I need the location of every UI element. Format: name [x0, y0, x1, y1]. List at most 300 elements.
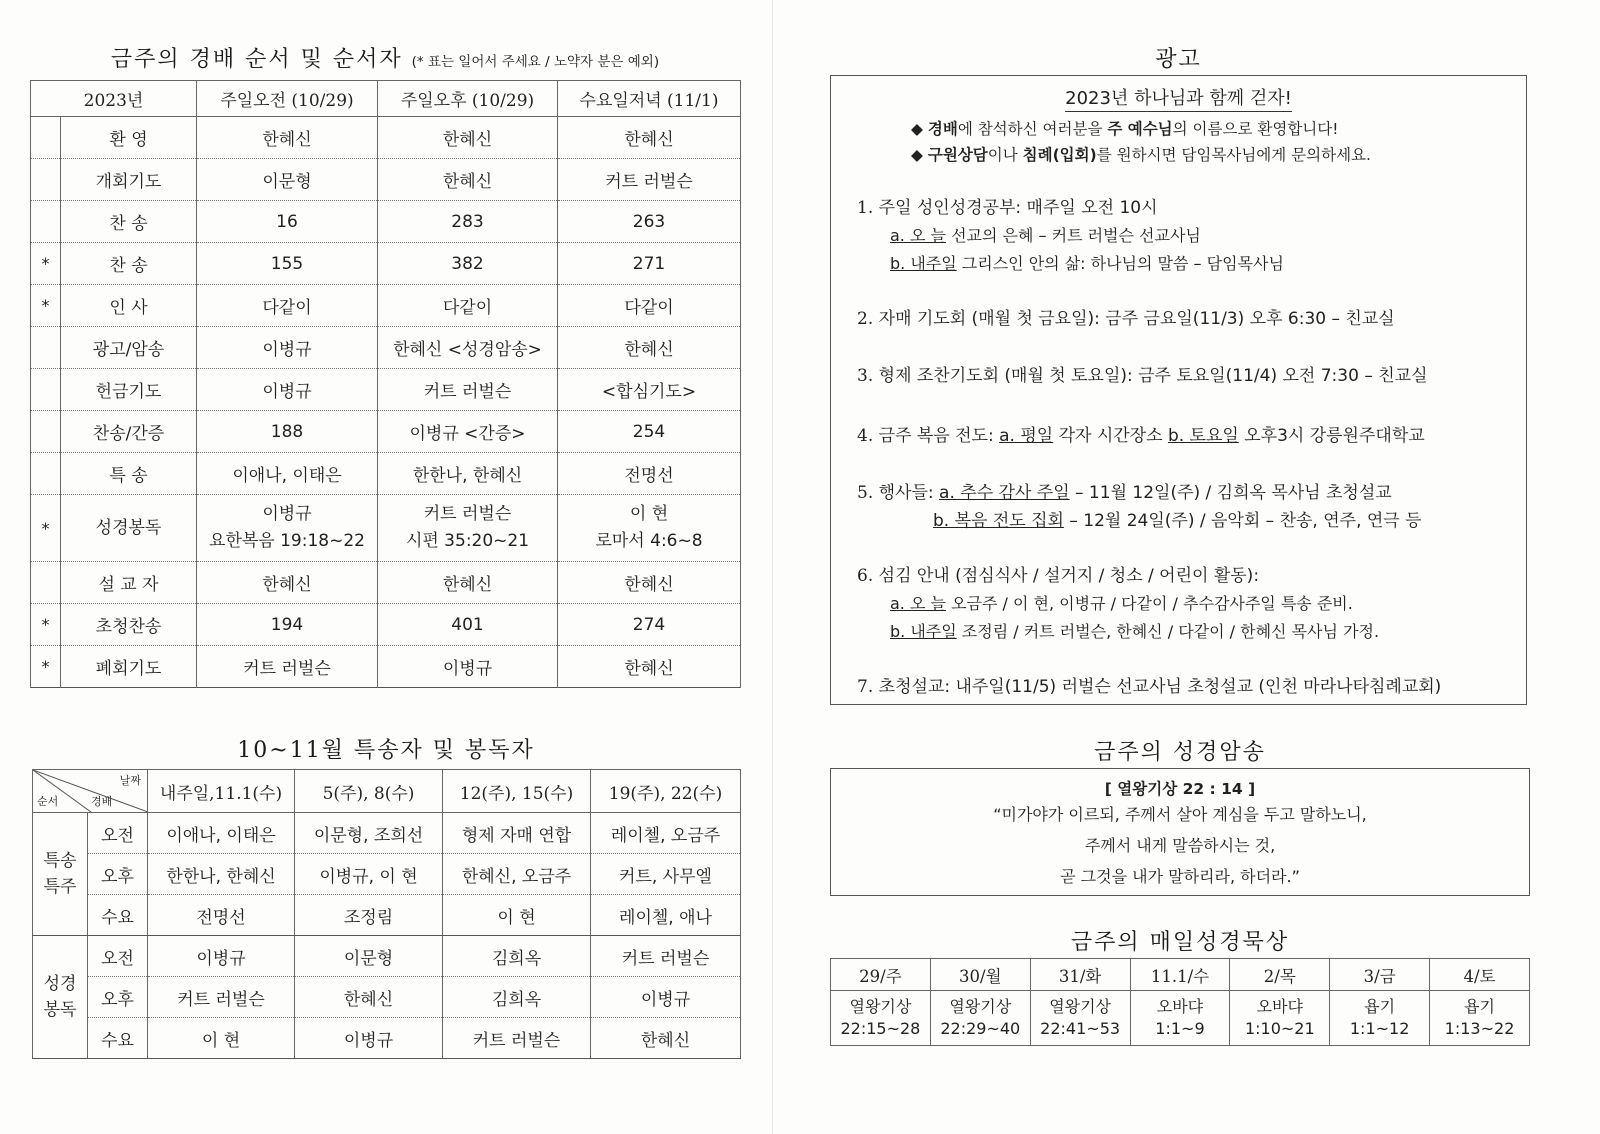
order-item-text: 폐회기도 — [95, 659, 162, 679]
ad-item-5 — [857, 479, 1422, 535]
wednesday-cell — [558, 243, 741, 285]
item-label: 섬김 안내 (점심식사 / 설거지 / 청소 / 어린이 활동): — [878, 566, 1260, 586]
table-row — [33, 895, 741, 936]
order-item-text: 헌금기도 — [95, 382, 162, 402]
item-number: 2. — [857, 309, 874, 329]
sunday-pm-cell — [378, 453, 558, 495]
stand-marker — [31, 495, 61, 562]
corner-header — [33, 770, 148, 813]
announcements-box — [830, 75, 1527, 705]
sunday-am-cell — [197, 562, 378, 604]
stand-marker — [31, 327, 61, 369]
reading-cell — [1430, 991, 1530, 1046]
order-item — [61, 604, 197, 646]
sunday-am-cell-text: 16 — [276, 211, 298, 232]
ad-item-1 — [857, 194, 1284, 278]
special-schedule-table — [32, 769, 741, 1059]
order-item — [61, 646, 197, 688]
header-wednesday: 수요일저녁 (11/1) — [558, 81, 741, 117]
table-header-row — [33, 770, 741, 813]
ad-item-1-sub-b — [857, 250, 1284, 278]
schedule-cell: 이문형, 조희선 — [295, 813, 443, 854]
schedule-cell: 커트 러벌슨 — [443, 1018, 591, 1059]
schedule-cell: 이병규, 이 현 — [295, 854, 443, 895]
item-label: 형제 조찬기도회 (매월 첫 토요일): — [878, 366, 1133, 386]
service-time: 수요 — [88, 895, 148, 936]
sunday-am-cell — [197, 369, 378, 411]
sub-label: b. 토요일 — [1167, 426, 1239, 446]
wednesday-cell — [558, 327, 741, 369]
table-row — [31, 453, 741, 495]
sub-text: 그리스인 안의 삶: 하나님의 말씀 – 담임목사님 — [956, 254, 1284, 273]
order-title-text: 금주의 경배 순서 및 순서자 — [110, 47, 403, 72]
order-item — [61, 327, 197, 369]
wednesday-cell — [558, 604, 741, 646]
table-row — [31, 243, 741, 285]
sunday-am-cell-text: 커트 러벌슨 — [243, 659, 331, 679]
wednesday-cell-text: 커트 러벌슨 — [605, 172, 693, 192]
order-item — [61, 117, 197, 159]
sub-text: 오후3시 강릉원주대학교 — [1238, 426, 1425, 446]
group-label-text: 성경 — [43, 974, 77, 994]
table-row — [31, 117, 741, 159]
ad-item-1-sub-a — [857, 222, 1284, 250]
order-item — [61, 369, 197, 411]
stand-marker — [31, 604, 61, 646]
wednesday-cell-text: 이 현 — [629, 504, 669, 524]
wednesday-cell — [558, 201, 741, 243]
reading-book: 욥기 — [1364, 997, 1396, 1016]
sunday-pm-cell-text: 한한나, 한혜신 — [412, 466, 523, 486]
table-row — [33, 1018, 741, 1059]
order-item — [61, 453, 197, 495]
page-fold-line — [772, 0, 773, 1134]
sunday-am-cell-text: 188 — [270, 421, 304, 442]
sunday-pm-cell — [378, 159, 558, 201]
sunday-am-cell — [197, 117, 378, 159]
reading-cell — [1030, 991, 1130, 1046]
sunday-pm-cell-text: 283 — [451, 211, 484, 232]
ad-item-6-sub-b — [857, 618, 1379, 646]
service-time: 오후 — [88, 854, 148, 895]
item-text: 금주 금요일(11/3) 오후 6:30 – 친교실 — [1099, 309, 1395, 329]
day-header: 30/월 — [930, 959, 1030, 991]
sunday-am-cell — [197, 327, 378, 369]
service-time: 오후 — [88, 977, 148, 1018]
ads-headline — [831, 84, 1526, 110]
stand-marker — [31, 646, 61, 688]
memory-verse-box — [830, 768, 1530, 896]
schedule-cell: 이병규 — [591, 977, 741, 1018]
wednesday-cell-text: 254 — [632, 421, 666, 442]
stand-marker-text: * — [41, 254, 50, 273]
wednesday-cell-text: 263 — [632, 211, 666, 232]
reading-range: 1:13~22 — [1444, 1019, 1515, 1038]
table-row — [33, 977, 741, 1018]
reading-cell — [1330, 991, 1430, 1046]
sub-text: 조정림 / 커트 러벌슨, 한혜신 / 다같이 / 한혜신 목사님 가정. — [956, 622, 1380, 641]
diamond-icon: ◆ — [911, 146, 923, 164]
sunday-pm-cell — [378, 562, 558, 604]
sunday-pm-cell — [378, 495, 558, 562]
sub-label: b. 내주일 — [890, 622, 957, 641]
service-time: 오전 — [88, 813, 148, 854]
sunday-am-cell-text: 194 — [270, 614, 304, 635]
item-number: 1. — [857, 198, 874, 218]
reading-range: 1:1~9 — [1155, 1019, 1205, 1038]
group-label-text: 특송 — [43, 851, 77, 871]
ad-item-6-sub-a — [857, 590, 1379, 618]
sunday-pm-cell-text: 401 — [451, 614, 484, 635]
table-row — [33, 813, 741, 854]
stand-marker — [31, 562, 61, 604]
table-row — [31, 327, 741, 369]
header-sunday-am: 주일오전 (10/29) — [197, 81, 378, 117]
reading-book: 오바댜 — [1256, 997, 1303, 1016]
sunday-pm-cell — [378, 604, 558, 646]
sunday-pm-cell-text: 한혜신 — [442, 130, 493, 150]
wednesday-cell-text: 전명선 — [624, 466, 674, 486]
ad-item-3 — [857, 362, 1428, 390]
sunday-am-cell — [197, 201, 378, 243]
day-header: 11.1/수 — [1130, 959, 1230, 991]
sunday-am-cell — [197, 159, 378, 201]
sunday-pm-cell — [378, 646, 558, 688]
order-item-text: 특 송 — [109, 466, 148, 486]
reading-cell — [831, 991, 931, 1046]
sub-text: 선교의 은혜 – 커트 러벌슨 선교사님 — [945, 226, 1201, 245]
sunday-pm-cell — [378, 369, 558, 411]
sunday-pm-cell — [378, 285, 558, 327]
item-label: 행사들: — [878, 483, 934, 503]
order-item — [61, 243, 197, 285]
stand-marker — [31, 369, 61, 411]
wednesday-cell-text: <합심기도> — [601, 382, 697, 402]
sunday-pm-cell-text: 382 — [451, 253, 484, 274]
wednesday-cell — [558, 285, 741, 327]
table-row — [31, 201, 741, 243]
schedule-cell: 김희옥 — [443, 936, 591, 977]
sub-label: a. 오 늘 — [890, 594, 946, 613]
sunday-am-cell-text: 이애나, 이태은 — [232, 466, 342, 486]
table-header-row — [831, 959, 1530, 991]
table-row — [31, 369, 741, 411]
worship-order-table — [30, 80, 741, 688]
bullet-text: 를 원하시면 담임목사님에게 문의하세요. — [1096, 146, 1371, 164]
item-text: 금주 토요일(11/4) 오전 7:30 – 친교실 — [1132, 366, 1428, 386]
wednesday-cell-text: 다같이 — [624, 298, 674, 318]
order-item — [61, 562, 197, 604]
sunday-am-cell — [197, 243, 378, 285]
order-item — [61, 159, 197, 201]
schedule-cell: 레이첼, 애나 — [591, 895, 741, 936]
sub-label: a. 평일 — [999, 426, 1054, 446]
sunday-am-cell — [197, 453, 378, 495]
wednesday-cell-text: 274 — [632, 614, 666, 635]
reading-cell — [1130, 991, 1230, 1046]
sunday-pm-cell-text: 한혜신 — [442, 575, 493, 595]
order-item-text: 인 사 — [109, 298, 148, 318]
wednesday-cell — [558, 646, 741, 688]
corner-worship-label: 경배 — [91, 795, 113, 808]
schedule-cell: 한혜신 — [295, 977, 443, 1018]
sunday-am-cell-text: 이문형 — [262, 172, 312, 192]
schedule-cell: 레이첼, 오금주 — [591, 813, 741, 854]
schedule-cell: 김희옥 — [443, 977, 591, 1018]
order-item-text: 성경봉독 — [95, 517, 162, 538]
stand-marker-text: * — [41, 615, 50, 634]
service-time: 오전 — [88, 936, 148, 977]
wednesday-cell — [558, 495, 741, 562]
table-row — [31, 495, 741, 562]
order-item-text: 초청찬송 — [95, 617, 162, 637]
wednesday-cell-text: 한혜신 — [624, 130, 674, 150]
reading-range: 22:29~40 — [940, 1019, 1021, 1038]
order-item — [61, 411, 197, 453]
sunday-pm-cell — [378, 243, 558, 285]
group-label — [33, 813, 88, 936]
schedule-cell: 이병규 — [295, 1018, 443, 1059]
wednesday-cell-text: 한혜신 — [624, 659, 674, 679]
bullet-bold: 주 예수님 — [1107, 120, 1173, 138]
day-header: 29/주 — [831, 959, 931, 991]
reading-range: 1:10~21 — [1244, 1019, 1315, 1038]
group-label-text: 봉독 — [43, 1000, 77, 1020]
group-label — [33, 936, 88, 1059]
sub-text: 오금주 / 이 현, 이병규 / 다같이 / 추수감사주일 특송 준비. — [945, 594, 1353, 613]
order-note: (* 표는 일어서 주세요 / 노약자 분은 예외) — [411, 54, 660, 70]
header-year: 2023년 — [31, 81, 197, 117]
schedule-cell: 이 현 — [443, 895, 591, 936]
schedule-cell: 이애나, 이태은 — [148, 813, 295, 854]
ad-item-5-sub-b — [857, 507, 1422, 535]
sunday-pm-cell-text: 이병규 — [442, 659, 493, 679]
schedule-cell: 이문형 — [295, 936, 443, 977]
table-row — [831, 991, 1530, 1046]
bullet-counsel — [911, 142, 1526, 168]
stand-marker — [31, 159, 61, 201]
sub-label: a. 오 늘 — [890, 226, 946, 245]
bullet-text: 에 참석하신 여러분을 — [957, 120, 1108, 138]
ads-headline-text: 2023년 하나님과 함께 걷자! — [1065, 88, 1292, 112]
ads-title: 광고 — [1155, 47, 1202, 72]
sunday-am-cell — [197, 411, 378, 453]
sunday-am-cell — [197, 285, 378, 327]
item-number: 6. — [857, 566, 874, 586]
schedule-cell: 한혜신 — [591, 1018, 741, 1059]
sunday-am-cell-text: 이병규 — [262, 340, 312, 360]
table-row — [33, 936, 741, 977]
ad-item-6 — [857, 562, 1379, 646]
stand-marker-text: * — [41, 296, 50, 315]
ad-item-7 — [857, 673, 1441, 701]
item-number: 4. — [857, 426, 874, 446]
order-item-text: 찬송/간증 — [92, 424, 165, 444]
bullet-welcome — [911, 116, 1526, 142]
sunday-am-cell — [197, 646, 378, 688]
wednesday-cell-text: 271 — [632, 253, 666, 274]
stand-marker — [31, 285, 61, 327]
table-row — [33, 854, 741, 895]
table-row — [31, 604, 741, 646]
verse-line: 주께서 내게 말씀하시는 것, — [1084, 836, 1276, 855]
order-item-text: 찬 송 — [109, 214, 148, 234]
sunday-pm-cell — [378, 327, 558, 369]
stand-marker — [31, 411, 61, 453]
reading-cell — [1230, 991, 1330, 1046]
wednesday-cell — [558, 411, 741, 453]
sub-text: – 11월 12일(주) / 김희옥 목사님 초청설교 — [1069, 483, 1392, 503]
day-header: 31/화 — [1030, 959, 1130, 991]
schedule-cell: 한혜신, 오금주 — [443, 854, 591, 895]
sunday-pm-cell-text: 한혜신 <성경암송> — [393, 340, 542, 360]
order-title — [30, 42, 740, 73]
sunday-pm-cell-text: 다같이 — [442, 298, 493, 318]
order-item-text: 설 교 자 — [98, 575, 159, 595]
ad-item-2 — [857, 305, 1395, 333]
sunday-pm-cell — [378, 117, 558, 159]
verse-line: “미가야가 이르되, 주께서 살아 계심을 두고 말하노니, — [993, 805, 1367, 824]
sunday-pm-cell — [378, 201, 558, 243]
sunday-pm-cell — [378, 411, 558, 453]
item-number: 5. — [857, 483, 874, 503]
sub-text: 각자 시간장소 — [1053, 426, 1168, 446]
ads-bullets — [831, 116, 1526, 168]
order-item-text: 환 영 — [109, 130, 148, 150]
stand-marker — [31, 243, 61, 285]
sub-label: b. 내주일 — [890, 254, 957, 273]
table-row — [31, 646, 741, 688]
wednesday-cell-passage: 로마서 4:6~8 — [595, 531, 703, 551]
wednesday-cell — [558, 159, 741, 201]
table-row — [31, 411, 741, 453]
bullet-text: 이나 — [987, 146, 1023, 164]
sunday-am-cell-text: 다같이 — [262, 298, 312, 318]
bullet-bold: 구원상담 — [927, 146, 988, 164]
stand-marker — [31, 201, 61, 243]
sub-text: – 12월 24일(주) / 음악회 – 찬송, 연주, 연극 등 — [1063, 511, 1422, 531]
sunday-am-cell-text: 155 — [270, 253, 304, 274]
table-row — [31, 285, 741, 327]
ad-item-4 — [857, 422, 1425, 450]
wednesday-cell — [558, 562, 741, 604]
schedule-cell: 이병규 — [148, 936, 295, 977]
item-number: 3. — [857, 366, 874, 386]
schedule-cell: 형제 자매 연합 — [443, 813, 591, 854]
schedule-cell: 한한나, 한혜신 — [148, 854, 295, 895]
stand-marker — [31, 453, 61, 495]
header-week-3: 12(주), 15(수) — [443, 770, 591, 813]
stand-marker — [31, 117, 61, 159]
order-item-text: 광고/암송 — [92, 340, 165, 360]
schedule-cell: 커트 러벌슨 — [148, 977, 295, 1018]
stand-marker-text: * — [41, 518, 50, 538]
item-label: 자매 기도회 (매월 첫 금요일): — [878, 309, 1100, 329]
stand-marker-text: * — [41, 657, 50, 676]
sunday-pm-cell-text: 한혜신 — [442, 172, 493, 192]
schedule-cell: 이 현 — [148, 1018, 295, 1059]
sunday-pm-cell-passage: 시편 35:20~21 — [405, 531, 530, 551]
day-header: 4/토 — [1430, 959, 1530, 991]
wednesday-cell-text: 한혜신 — [624, 575, 674, 595]
reading-book: 열왕기상 — [1049, 997, 1112, 1016]
table-row — [31, 159, 741, 201]
reading-book: 열왕기상 — [849, 997, 912, 1016]
item-label: 주일 성인성경공부: — [878, 198, 1022, 218]
sunday-am-cell — [197, 495, 378, 562]
order-item-text: 찬 송 — [109, 256, 148, 276]
group-label-text: 특주 — [43, 877, 77, 897]
order-item — [61, 201, 197, 243]
item-text: 내주일(11/5) 러벌슨 선교사님 초청설교 (인천 마라나타침례교회) — [950, 677, 1442, 697]
verse-reference: [ 열왕기상 22 : 14 ] — [1104, 780, 1256, 798]
order-item — [61, 285, 197, 327]
schedule-cell: 전명선 — [148, 895, 295, 936]
wednesday-cell-text: 한혜신 — [624, 340, 674, 360]
reading-range: 22:15~28 — [840, 1019, 921, 1038]
day-header: 2/목 — [1230, 959, 1330, 991]
item-label: 금주 복음 전도: — [878, 426, 994, 446]
reading-range: 22:41~53 — [1040, 1019, 1121, 1038]
schedule-cell: 커트, 사무엘 — [591, 854, 741, 895]
table-row — [31, 562, 741, 604]
table-header-row — [31, 81, 741, 117]
item-number: 7. — [857, 677, 874, 697]
order-item — [61, 495, 197, 562]
header-week-2: 5(주), 8(수) — [295, 770, 443, 813]
diamond-icon: ◆ — [911, 120, 923, 138]
corner-order-label: 순서 — [37, 795, 59, 808]
item-text: 매주일 오전 10시 — [1021, 198, 1158, 218]
day-header: 3/금 — [1330, 959, 1430, 991]
sunday-pm-cell-text: 커트 러벌슨 — [423, 382, 512, 402]
sunday-am-cell-text: 이병규 — [262, 382, 312, 402]
reading-cell — [930, 991, 1030, 1046]
reading-book: 열왕기상 — [949, 997, 1012, 1016]
bullet-bold: 경배 — [927, 120, 958, 138]
sunday-pm-cell-text: 커트 러벌슨 — [423, 504, 512, 524]
reading-range: 1:1~12 — [1349, 1019, 1410, 1038]
sub-label: b. 복음 전도 집회 — [933, 511, 1064, 531]
bullet-text: 의 이름으로 환영합니다! — [1172, 120, 1339, 138]
header-sunday-pm: 주일오후 (10/29) — [378, 81, 558, 117]
header-week-1: 내주일,11.1(수) — [148, 770, 295, 813]
wednesday-cell — [558, 369, 741, 411]
reading-book: 오바댜 — [1156, 997, 1204, 1016]
order-item-text: 개회기도 — [95, 172, 162, 192]
corner-date-label: 날짜 — [119, 774, 141, 787]
sunday-am-cell-text: 이병규 — [262, 504, 312, 524]
schedule-cell: 조정림 — [295, 895, 443, 936]
reading-book: 욥기 — [1464, 997, 1495, 1016]
sunday-am-cell-text: 한혜신 — [262, 575, 312, 595]
daily-title: 금주의 매일성경묵상 — [1070, 930, 1290, 955]
daily-reading-table — [830, 958, 1530, 1046]
sunday-pm-cell-text: 이병규 <간증> — [409, 424, 526, 444]
item-label: 초청설교: — [878, 677, 951, 697]
verse-title: 금주의 성경암송 — [1094, 740, 1266, 765]
header-week-4: 19(주), 22(수) — [591, 770, 741, 813]
schedule-cell: 커트 러벌슨 — [591, 936, 741, 977]
wednesday-cell — [558, 117, 741, 159]
sunday-am-cell-text: 한혜신 — [262, 130, 312, 150]
verse-line: 곧 그것을 내가 말하리라, 하더라.” — [1060, 867, 1300, 886]
special-title: 10~11월 특송자 및 봉독자 — [237, 738, 535, 763]
service-time: 수요 — [88, 1018, 148, 1059]
wednesday-cell — [558, 453, 741, 495]
bullet-bold: 침례(입회) — [1022, 146, 1097, 164]
sunday-am-cell-passage: 요한복음 19:18~22 — [209, 531, 365, 551]
